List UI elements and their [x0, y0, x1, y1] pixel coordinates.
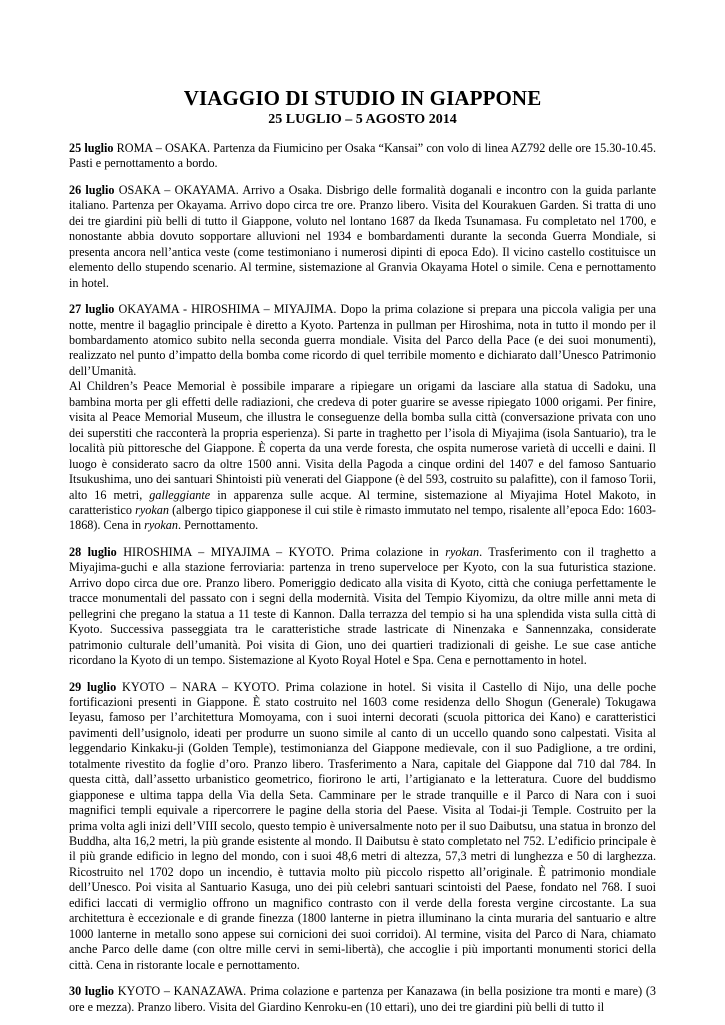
day-entry-30-luglio [69, 984, 656, 1014]
day-entry-26-luglio [69, 183, 656, 291]
document-title: VIAGGIO DI STUDIO IN GIAPPONE [183, 86, 542, 110]
day-text: Al Children’s Peace Memorial è possibile imparare a ripiegare un origami da lasciare alla statua di Sadoku, una bambina morta per gli effetti delle radiazioni, che credeva di poter guarire se avesse ripiegato 1000 origami. Per finire, visita al Peace Memorial Museum, che illustra le conseguenze della bomba sulla città (conversazione privata con uno dei superstiti che racconterà la propria esperienza). Si parte in traghetto per l’isola di Miyajima (isola Santuario), tra le località più pittoresche del Giappone. È coperta da una verde foresta, che ospita numerose varietà di uccelli e daini. Il luogo è considerato sacro da oltre 1500 anni. Visita della Pagoda a cinque ordini del 1407 e del famoso Santuario Itsukushima, uno dei santuari Shintoisti più venerati del Giappone (è del 593, costruito su palafitte), con il famoso Torii, alto 16 metri, [69, 379, 656, 502]
day-paragraph [69, 141, 656, 172]
day-text: OSAKA – OKAYAMA. Arrivo a Osaka. Disbrigo delle formalità doganali e incontro con la guida parlante italiano. Partenza per Okayama. Arrivo dopo circa tre ore. Pranzo libero. Visita del Kourakuen Garden. Si tratta di uno dei tre giardini più belli di tutto il Giappone, voluto nel lontano 1687 da Ikeda Tsunamasa. Fu completato nel 1700, e nonostante abbia dovuto sopportare alluvioni nel 1934 e bombardamenti durante la seconda Guerra Mondiale, si presenta ancora nell’antica veste (come testimoniano i numerosi dipinti di epoca Edo). Il vicino castello costituisce un elemento dello stupendo scenario. Al termine, sistemazione al Granvia Okayama Hotel o simile. Cena e pernottamento in hotel. [69, 182, 656, 290]
day-entry-29-luglio [69, 680, 656, 974]
day-text: OKAYAMA - HIROSHIMA – MIYAJIMA. Dopo la prima colazione si prepara una piccola valigia per una notte, mentre il bagaglio principale è diretto a Kyoto. Partenza in pullman per Hiroshima, nota in tutto il mondo per il bombardamento atomico subito nella seconda guerra mondiale. Visita del Parco della Pace (e dei suoi monumenti), realizzato nel punto d’impatto della bomba come ricordo di quel terribile momento e dichiarato dall’Unesco Patrimonio dell’Umanità. [69, 302, 656, 378]
day-entry-25-luglio [69, 141, 656, 172]
day-date: 26 luglio [69, 182, 115, 197]
day-date: 30 luglio [69, 984, 115, 999]
day-text: in apparenza sulle acque. Al termine, sistemazione al Miyajima Hotel Makoto, in caratteristico [69, 487, 657, 517]
day-text: ROMA – OSAKA. Partenza da Fiumicino per Osaka “Kansai” con volo di linea AZ792 delle ore 15.30-10.45. Pasti e pernottamento a bordo. [69, 141, 657, 171]
day-paragraph [69, 545, 656, 669]
day-text: HIROSHIMA – MIYAJIMA – KYOTO. Prima colazione in [116, 544, 446, 559]
day-text: KYOTO – KANAZAWA. Prima colazione e partenza per Kanazawa (in bella posizione tra monti e mare) (3 ore e mezza). Pranzo libero. Visita del Giardino Kenroku-en (10 ettari), uno dei tre giardini più belli di tutto il [69, 984, 656, 1014]
day-paragraph-continued [69, 379, 656, 534]
itinerary-body [69, 141, 656, 1025]
italic-term: ryokan [135, 502, 169, 517]
day-date: 25 luglio [69, 141, 114, 155]
document-subtitle: 25 LUGLIO – 5 AGOSTO 2014 [268, 112, 457, 127]
day-entry-28-luglio [69, 545, 656, 669]
day-paragraph [69, 984, 656, 1014]
day-paragraph [69, 680, 656, 974]
italic-term: galleggiante [149, 487, 211, 502]
day-text: . Pernottamento. [178, 518, 259, 533]
day-text: (albergo tipico giapponese il cui stile è rimasto immutato nel tempo, risalente all’epoca Edo: 1603-1868). Cena in [69, 502, 656, 533]
day-paragraph [69, 302, 656, 379]
day-text: . Trasferimento con il traghetto a Miyajima-guchi e alla stazione ferroviaria: partenza in treno superveloce per Kyoto, con la sua futuristica stazione. Arrivo dopo circa due ore. Pranzo libero. Pomeriggio dedicato alla visita di Kyoto, città che coniuga perfettamente le tracce monumentali del passato con i segni della modernità. Visita del Tempio Kiyomizu, da oltre mille anni meta di pellegrini che pregano la statua a 11 teste di Kannon. Dalla terrazza del tempio si ha una splendida vista sulla città di Kyoto. Successiva passeggiata tra le caratteristiche strade lastricate di Ninenzaka e Sannennzaka, considerate patrimonio culturale dell’umanità. Poi visita di Gion, uno dei quartieri tradizionali di geishe. Le sue case antiche ricordano la Kyoto di un tempo. Sistemazione al Kyoto Royal Hotel e Spa. Cena e pernottamento in hotel. [69, 544, 656, 668]
day-date: 29 luglio [69, 679, 117, 694]
day-paragraph [69, 183, 656, 291]
italic-term: ryokan [144, 518, 178, 533]
day-text: KYOTO – NARA – KYOTO. Prima colazione in hotel. Si visita il Castello di Nijo, una delle poche fortificazioni presenti in Giappone. È stato costruito nel 1603 come residenza dello Shogun (Generale) Tokugawa Ieyasu, famoso per l’architettura Momoyama, con i suoi interni decorati (scuola pittorica dei Kano) e caratteristici pavimenti dell’usignolo, ideati per produrre un suono simile al canto di un uccello quando sono calpestati. Visita al leggendario Kinkaku-ji (Golden Temple), testimonianza del Giappone medievale, con il suo Padiglione, a tre ordini, totalmente rivestito da foglie d’oro. Pranzo libero. Trasferimento a Nara, capitale del Giappone dal 710 dal 784. In questa città, dall’assetto urbanistico geometrico, fiorirono le arti, l’artigianato e la letteratura. Cuore del buddismo giapponese e ultima tappa della Via della Seta. Camminare per le strade tranquille e il Parco di Nara con i suoi magnifici templi equivale a ripercorrere le pagine della storia del Paese. Visita al Todai-ji Temple. Costruito per la prima volta agli inizi dell’VIII secolo, questo tempio è universalmente noto per il suo Daibutsu, una statua in bronzo del Buddha, alta 16,2 metri, la più grande esistente al mondo. Il Daibutsu è stato completato nel 752. L’edificio principale è il più grande edificio in legno del mondo, con i suoi 48,6 metri di altezza, 57,3 metri di lunghezza e 50 di larghezza. Ricostruito nel 1702 dopo un incendio, è tuttavia molto più piccolo rispetto all’originale. È patrimonio mondiale dell’Unesco. Poi visita al Santuario Kasuga, uno dei più celebri santuari scintoisti del Paese, fondato nel 768. I suoi edifici laccati di vermiglio offrono un magnifico contrasto con il verde della foresta vergine circostante. La sua architettura è eccezionale e di grande finezza (1800 lanterne in pietra illuminano la cinta muraria del santuario e altre 1000 lanterne in metallo sono appese sui cornicioni dei suoi corridoi). Al termine, visita del Parco di Nara, chiamato anche Parco delle dame (con oltre mille cervi in semi-libertà), che accoglie i più importanti monumenti storici della città. Cena in ristorante locale e pernottamento. [69, 679, 657, 972]
day-entry-27-luglio [69, 302, 656, 534]
day-date: 28 luglio [69, 544, 117, 559]
day-date: 27 luglio [69, 302, 115, 317]
italic-term: ryokan [445, 544, 480, 559]
